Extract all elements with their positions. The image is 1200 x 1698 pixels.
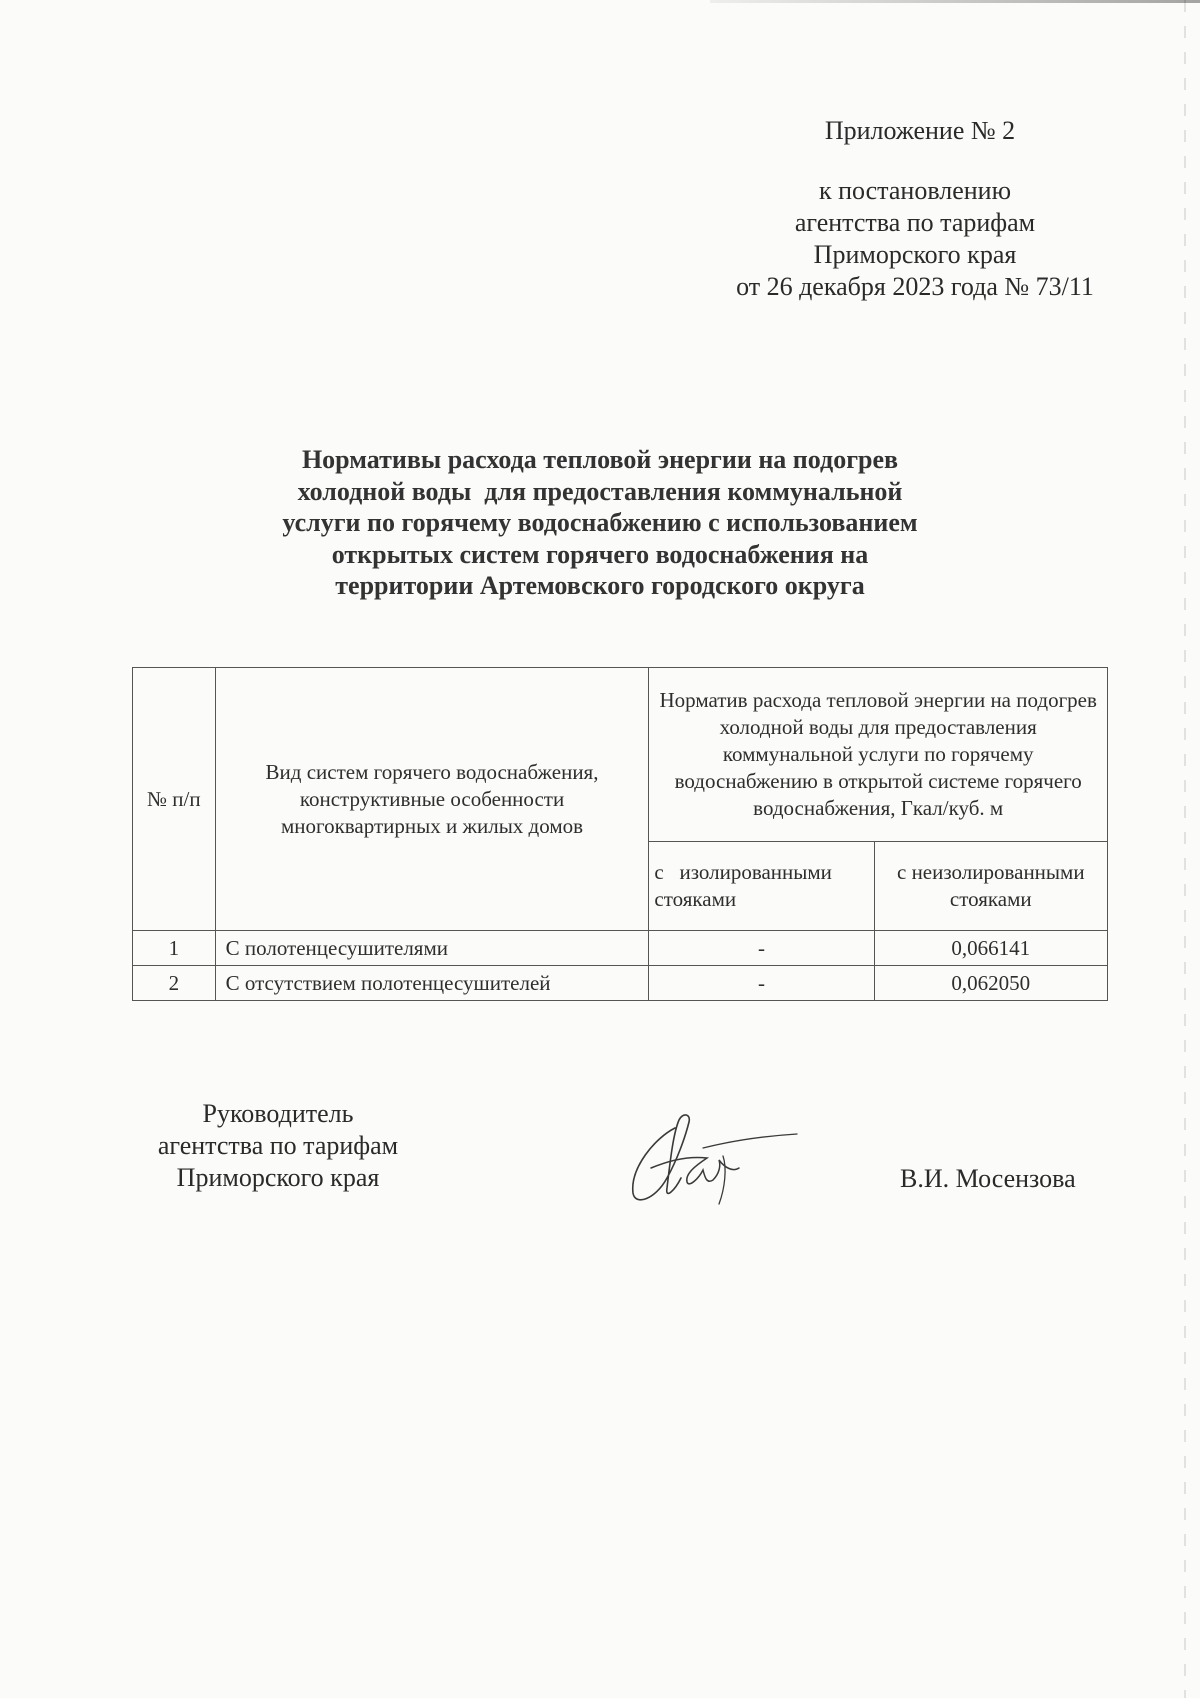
signer-name: В.И. Мосензова [900,1164,1076,1193]
appendix-line: агентства по тарифам [794,208,1036,237]
header-kind: Вид систем горячего водоснабжения, конструктивные особенности многоквартирных и жилых домов [215,668,649,931]
signer-position [128,1098,428,1194]
header-norm: Норматив расхода тепловой энергии на подогрев холодной воды для предоставления коммунальной услуги по горячему водоснабжению в открытой системе горячего водоснабжения, Гкал/куб. м [649,668,1108,842]
row-kind: С полотенцесушителями [215,931,649,966]
table-row [133,966,1108,1001]
signer-line: Руководитель [202,1099,354,1128]
scan-edge-top [710,0,1200,3]
row-noninsulated: 0,062050 [874,966,1107,1001]
appendix-line: от 26 декабря 2023 года № 73/11 [736,272,1094,301]
scan-edge-right [1184,0,1186,1698]
header-insulated: с изолированными стояками [649,842,874,931]
table-row [133,931,1108,966]
title-line: услуги по горячему водоснабжению с использованием [282,508,918,537]
appendix-title: Приложение № 2 [824,116,1016,145]
handwritten-signature [615,1108,815,1218]
appendix-line: к постановлению [818,176,1012,205]
document-title [200,444,1000,602]
row-kind: С отсутствием полотенцесушителей [215,966,649,1001]
signer-line: агентства по тарифам [157,1131,399,1160]
appendix-line: Приморского края [813,240,1017,269]
table-header-row [133,668,1108,842]
appendix-block [700,115,1130,303]
header-num: № п/п [133,668,216,931]
row-noninsulated: 0,066141 [874,931,1107,966]
header-noninsulated: с неизолированными стояками [874,842,1107,931]
title-line: Нормативы расхода тепловой энергии на подогрев [301,445,899,474]
row-insulated: - [649,966,874,1001]
title-line: территории Артемовского городского округа [335,571,865,600]
title-line: холодной воды для предоставления коммунальной [297,476,903,506]
norms-table [132,667,1108,1001]
signer-line: Приморского края [176,1163,380,1192]
row-num: 1 [133,931,216,966]
row-num: 2 [133,966,216,1001]
row-insulated: - [649,931,874,966]
title-line: открытых систем горячего водоснабжения на [331,539,869,569]
